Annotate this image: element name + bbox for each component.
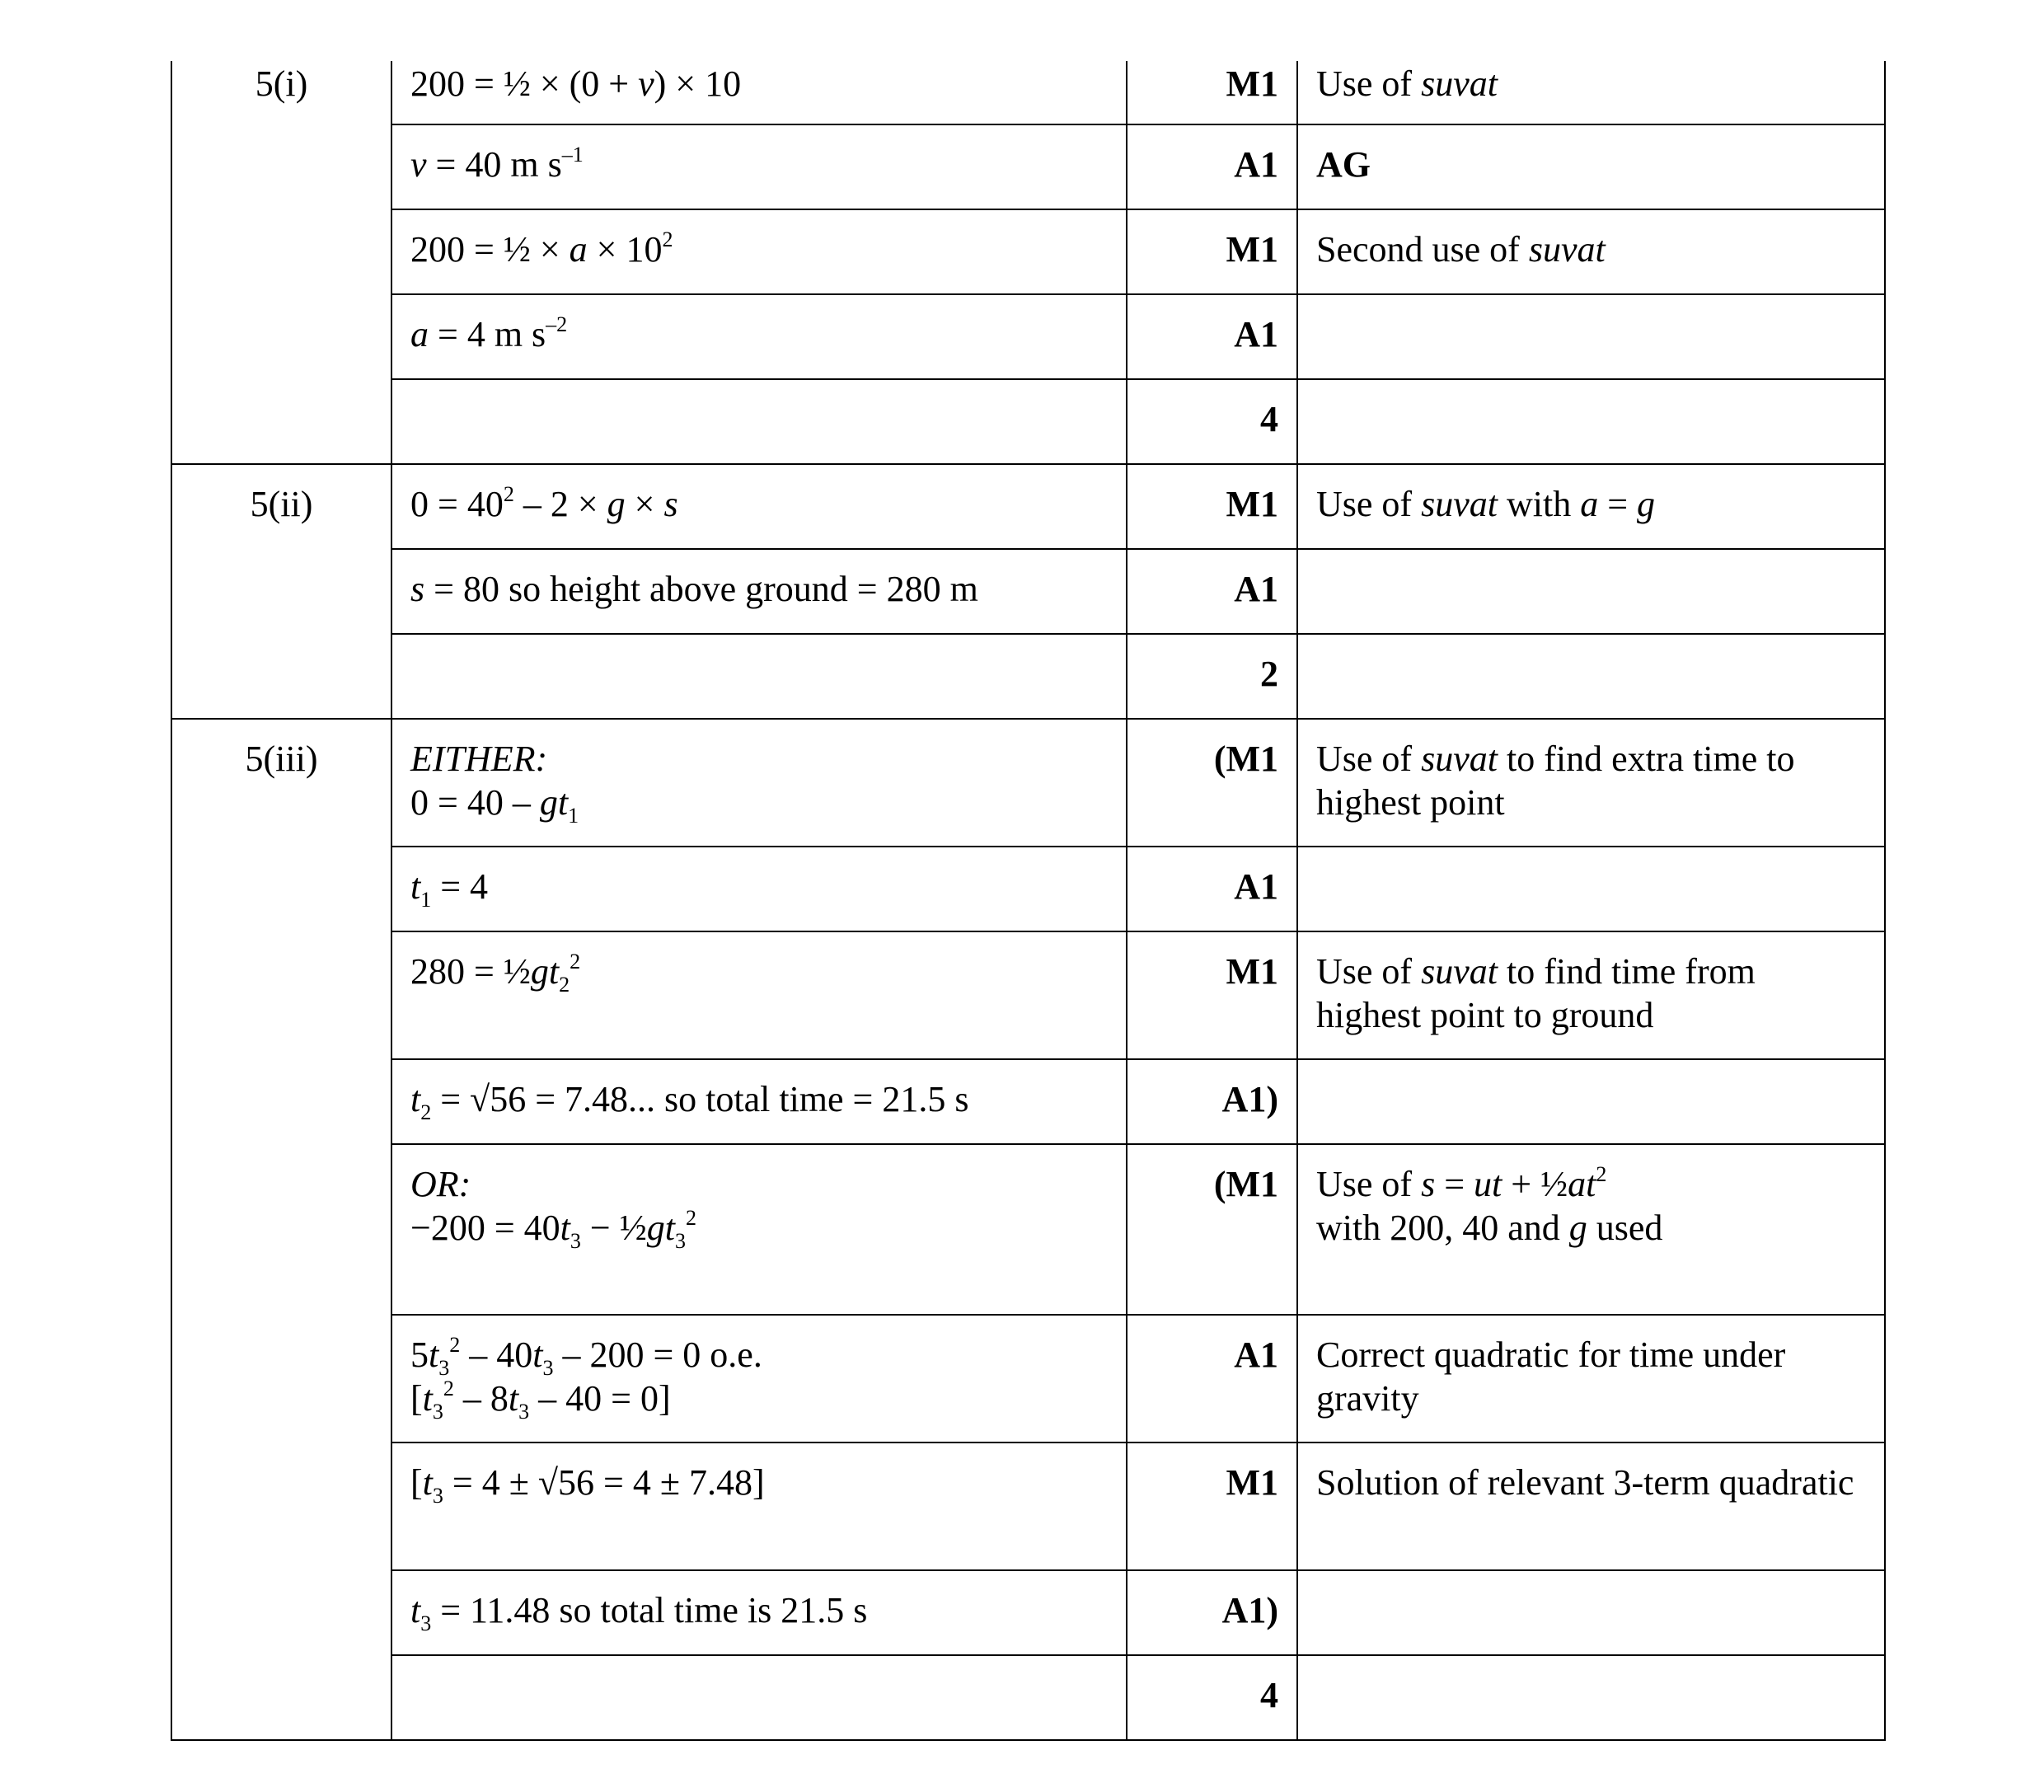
table-row: [171, 1655, 1885, 1740]
guidance-cell: [1297, 379, 1885, 464]
answer-cell: a = 4 m $s^{-2}$: [391, 294, 1127, 379]
table-row: [171, 931, 1885, 1059]
mark-cell: A1): [1127, 1570, 1297, 1655]
guidance-cell: Use of suvat to find extra time to highest point: [1297, 719, 1885, 847]
guidance-cell: [1297, 1655, 1885, 1740]
guidance-cell: Use of suvat with a = g: [1297, 464, 1885, 549]
table-row: [171, 1144, 1885, 1315]
guidance-cell: Correct quadratic for time under gravity: [1297, 1315, 1885, 1443]
question-label: 5(iii): [245, 739, 318, 779]
table-row: [171, 1443, 1885, 1570]
total-mark-cell: 4: [1127, 1655, 1297, 1740]
answer-cell: $280 = \frac{1}{2}gt_2^2$: [391, 931, 1127, 1059]
table-row: [171, 1315, 1885, 1443]
answer-cell: $t_1 = 4$: [391, 847, 1127, 931]
answer-cell: $0 = 40^2 - 2 \times g \times s$: [391, 464, 1127, 549]
table-row: [171, 719, 1885, 847]
guidance-cell: [1297, 634, 1885, 719]
mark-cell: A1: [1127, 1315, 1297, 1443]
guidance-cell: [1297, 1570, 1885, 1655]
answer-cell: v = 40 m $s^{-1}$: [391, 124, 1127, 209]
answer-text: 200 = ½ × (0 + v) × 10: [410, 63, 742, 104]
mark-scheme-table: [171, 61, 1886, 1741]
mark-cell: M1: [1127, 209, 1297, 294]
table-row: [171, 634, 1885, 719]
question-number-cell: [171, 464, 391, 719]
question-number-cell: [171, 719, 391, 1740]
answer-cell: s = 80 so height above ground = 280 m: [391, 549, 1127, 634]
mark-cell: M1: [1127, 1443, 1297, 1570]
or-label: OR:: [410, 1164, 471, 1204]
table-row: [171, 1570, 1885, 1655]
answer-cell: $t_3 = 11.48$ so total time is 21.5 s: [391, 1570, 1127, 1655]
table-row: [171, 464, 1885, 549]
question-label: 5(ii): [250, 484, 313, 524]
answer-cell: [391, 1655, 1127, 1740]
question-number-cell: [171, 61, 391, 464]
mark-cell: A1: [1127, 549, 1297, 634]
table-row: [171, 294, 1885, 379]
mark-cell: A1: [1127, 294, 1297, 379]
mark-cell: (M1: [1127, 1144, 1297, 1315]
total-mark-cell: 2: [1127, 634, 1297, 719]
mark-cell: M1: [1127, 61, 1297, 124]
either-label: EITHER:: [410, 739, 548, 779]
answer-cell: [391, 634, 1127, 719]
table-row: [171, 549, 1885, 634]
answer-cell: $[t_3 = 4 \pm √56 = 4 \pm 7.48]$: [391, 1443, 1127, 1570]
mark-cell: M1: [1127, 931, 1297, 1059]
answer-cell: [391, 379, 1127, 464]
mark-cell: A1: [1127, 124, 1297, 209]
question-label: 5(i): [255, 63, 308, 104]
guidance-cell: Second use of suvat: [1297, 209, 1885, 294]
table-row: [171, 209, 1885, 294]
guidance-cell: Use of suvat to find time from highest point to ground: [1297, 931, 1885, 1059]
table-row: [171, 847, 1885, 931]
mark-cell: (M1: [1127, 719, 1297, 847]
guidance-cell: [1297, 1059, 1885, 1144]
guidance-cell: [1297, 294, 1885, 379]
guidance-cell: Solution of relevant 3-term quadratic: [1297, 1443, 1885, 1570]
guidance-cell: AG: [1297, 124, 1885, 209]
guidance-cell: Use of suvat: [1297, 61, 1885, 124]
answer-cell: $t_2 = √56 = 7.48$... so total time = 21.5 s: [391, 1059, 1127, 1144]
table-row: [171, 61, 1885, 124]
mark-cell: A1: [1127, 847, 1297, 931]
total-mark-cell: 4: [1127, 379, 1297, 464]
guidance-cell: [1297, 847, 1885, 931]
answer-cell: EITHER: $0 = 40 - gt_1$: [391, 719, 1127, 847]
answer-cell: 200 = ½ × $a \times 10^2$: [391, 209, 1127, 294]
table-row: [171, 124, 1885, 209]
table-row: [171, 379, 1885, 464]
answer-cell: [391, 61, 1127, 124]
table-row: [171, 1059, 1885, 1144]
mark-cell: A1): [1127, 1059, 1297, 1144]
guidance-cell: [1297, 549, 1885, 634]
answer-cell: $5t_3^2 - 40t_3 - 200 = 0$ o.e. $[t_3^2 - 8t_3 - 40 = 0]$: [391, 1315, 1127, 1443]
guidance-cell: Use of s = ut + $\frac{1}{2}at^2$ with 200, 40 and g used: [1297, 1144, 1885, 1315]
mark-cell: M1: [1127, 464, 1297, 549]
answer-cell: OR: $-200 = 40t_3$ − $\frac{1}{2}gt_3^2$: [391, 1144, 1127, 1315]
